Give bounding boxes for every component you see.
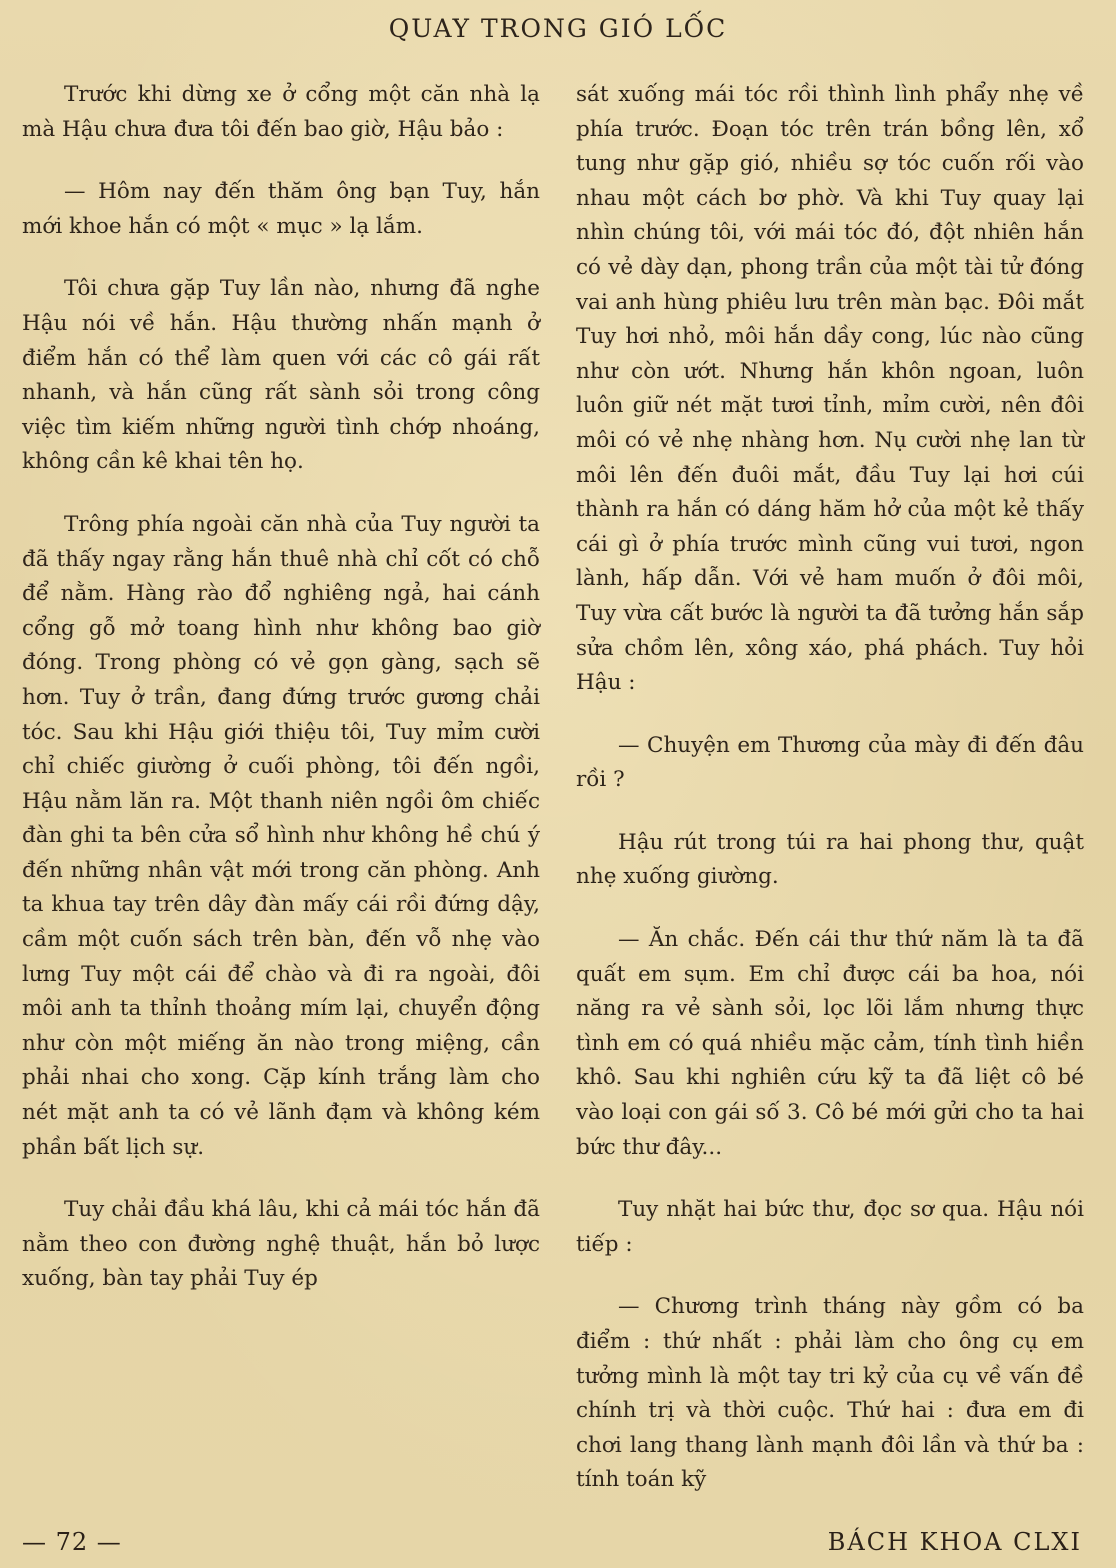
paragraph: — Chương trình tháng này gồm có ba điểm : thứ nhất : phải làm cho ông cụ em tưởng mình là một tay tri kỷ của cụ về vấn đề chính trị và thời cuộc. Thứ hai : đưa em đi chơi lang thang lành mạnh đôi lần và thứ ba : tính toán kỹ [576, 1294, 1084, 1493]
publication-name: BÁCH KHOA CLXI [827, 1528, 1082, 1556]
paragraph: Tôi chưa gặp Tuy lần nào, nhưng đã nghe Hậu nói về hắn. Hậu thường nhấn mạnh ở điểm hắn có thể làm quen với các cô gái rất nhanh, và hắn cũng rất sành sỏi trong công việc tìm kiếm những người tình chớp nhoáng, không cần kê khai tên họ. [22, 276, 540, 475]
paragraph: — Hôm nay đến thăm ông bạn Tuy, hắn mới khoe hắn có một « mục » lạ lắm. [22, 179, 540, 239]
paragraph: Trước khi dừng xe ở cổng một căn nhà lạ mà Hậu chưa đưa tôi đến bao giờ, Hậu bảo : [22, 82, 540, 142]
paragraph: — Chuyện em Thương của mày đi đến đâu rồi ? [576, 732, 1084, 793]
left-column [22, 78, 540, 1297]
paragraph: Trông phía ngoài căn nhà của Tuy người ta đã thấy ngay rằng hắn thuê nhà chỉ cốt có chỗ để nằm. Hàng rào đổ nghiêng ngả, hai cánh cổng gỗ mở toang hình như không bao giờ đóng. Trong phòng có vẻ gọn gàng, sạch sẽ hơn. Tuy ở trần, đang đứng trước gương chải tóc. Sau khi Hậu giới thiệu tôi, Tuy mỉm cười chỉ chiếc giường ở cuối phòng, tôi đến ngồi, Hậu nằm lăn ra. Một thanh niên ngồi ôm chiếc đàn ghi ta bên cửa sổ hình như không hề chú ý đến những nhân vật mới trong căn phòng. Anh ta khua tay trên dây đàn mấy cái rồi đứng dậy, cầm một cuốn sách trên bàn, đến vỗ nhẹ vào lưng Tuy một cái để chào và đi ra ngoài, đôi môi anh ta thỉnh thoảng mím lại, chuyển động như còn một miếng ăn nào trong miệng, cần phải nhai cho xong. Cặp kính trắng làm cho nét mặt anh ta có vẻ lãnh đạm và không kém phần bất lịch sự. [22, 511, 540, 1160]
paragraph-continued: sát xuống mái tóc rồi thình lình phẩy nhẹ về phía trước. Đoạn tóc trên trán bồng lên, xổ tung như gặp gió, nhiều sợ tóc cuốn rối vào nhau một cách bơ phờ. Và khi Tuy quay lại nhìn chúng tôi, với mái tóc đó, đột nhiên hắn có vẻ dày dạn, phong trần của một tài tử đóng vai anh hùng phiêu lưu trên màn bạc. Đôi mắt Tuy hơi nhỏ, môi hắn dầy cong, lúc nào cũng như còn ướt. Nhưng hắn khôn ngoan, luôn luôn giữ nét mặt tươi tỉnh, mỉm cười, nên đôi môi có vẻ nhẹ nhàng hơn. Nụ cười nhẹ lan từ môi lên đến đuôi mắt, đầu Tuy lại hơi cúi thành ra hắn có dáng hăm hở của một kẻ thấy cái gì ở phía trước mình cũng vui tươi, ngon lành, hấp dẫn. Với vẻ ham muốn ở đôi môi, Tuy vừa cất bước là người ta đã tưởng hắn sắp sửa chồm lên, xông xáo, phá phách. Tuy hỏi Hậu : [576, 82, 1084, 696]
right-column [576, 78, 1084, 1498]
paragraph: Tuy chải đầu khá lâu, khi cả mái tóc hắn đã nằm theo con đường nghệ thuật, hắn bỏ lược xuống, bàn tay phải Tuy ép [22, 1197, 540, 1292]
paragraph: Tuy nhặt hai bức thư, đọc sơ qua. Hậu nói tiếp : [576, 1197, 1084, 1257]
paragraph: — Ăn chắc. Đến cái thư thứ năm là ta đã quất em sụm. Em chỉ được cái ba hoa, nói năng ra vẻ sành sỏi, lọc lõi lắm nhưng thực tình em có quá nhiều mặc cảm, tính tình hiền khô. Sau khi nghiên cứu kỹ ta đã liệt cô bé vào loại con gái số 3. Cô bé mới gửi cho ta hai bức thư đây... [576, 927, 1084, 1160]
paragraph: Hậu rút trong túi ra hai phong thư, quật nhẹ xuống giường. [576, 829, 1084, 890]
page-number: — 72 — [22, 1528, 122, 1556]
page-header-title: QUAY TRONG GIÓ LỐC [388, 14, 728, 43]
